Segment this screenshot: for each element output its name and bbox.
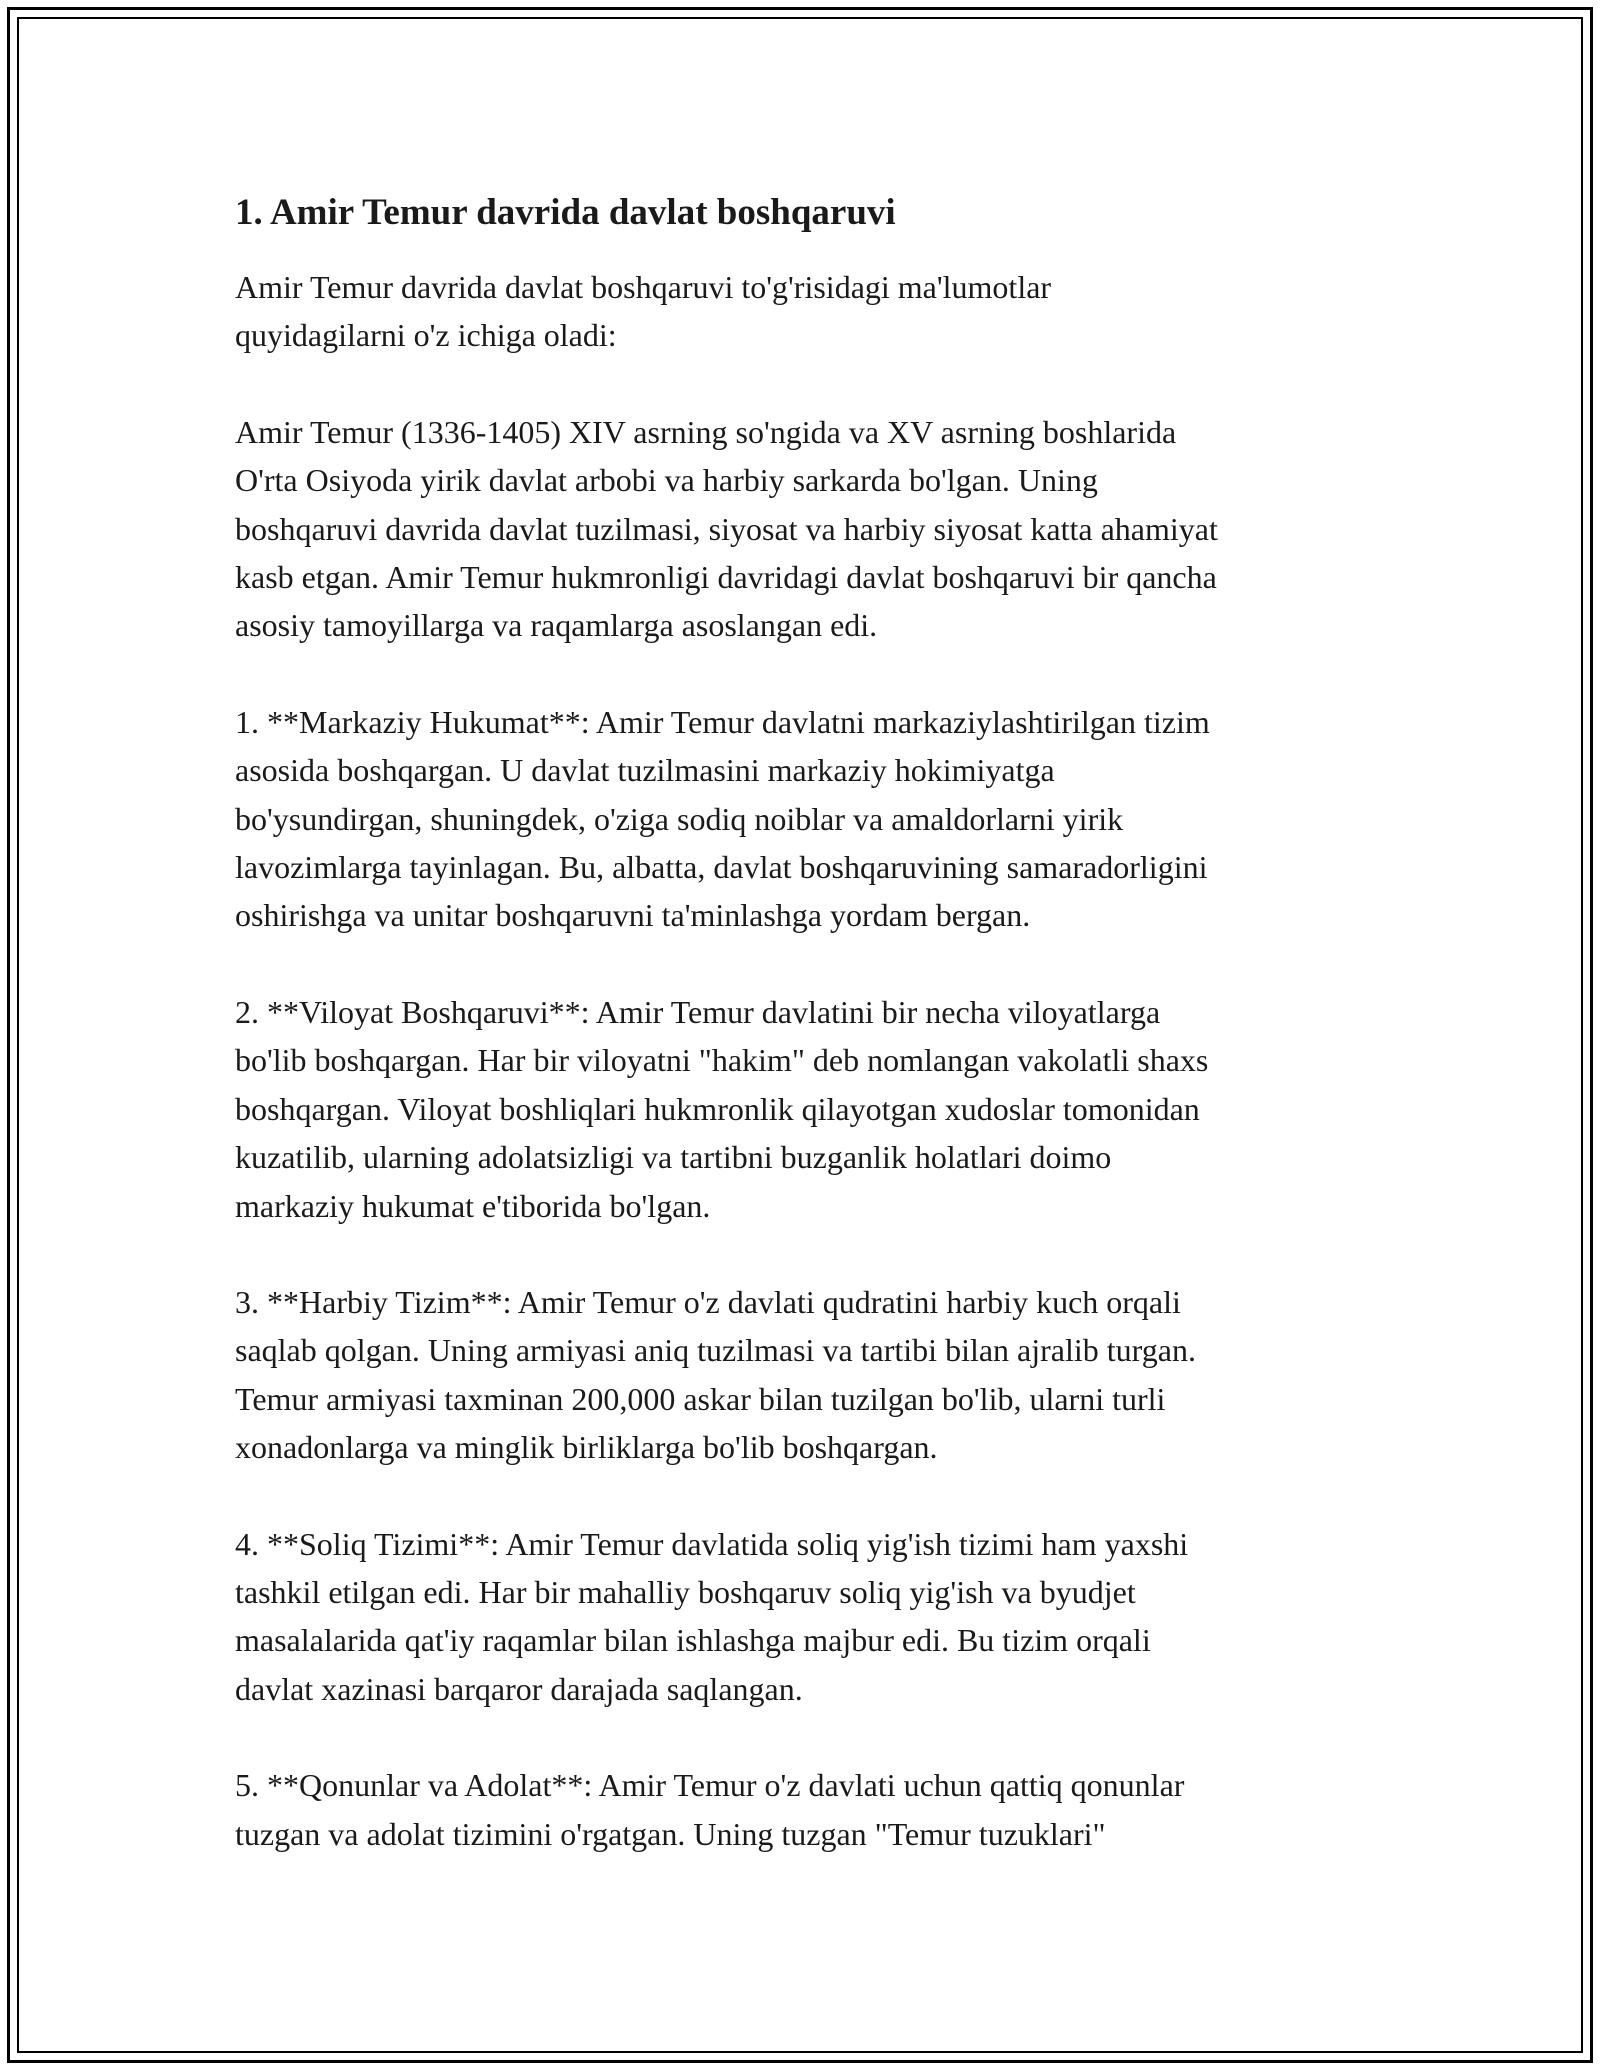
provincial-administration-paragraph: 2. **Viloyat Boshqaruvi**: Amir Temur davlatini bir necha viloyatlarga bo'lib boshqargan. Har bir viloyatni "hakim" deb nomlangan vakolatli shaxs boshqargan. Viloyat boshliqlari hukmronlik qilayotgan xudoslar tomonidan kuzatilib, ularning adolatsizligi va tartibni buzganlik holatlari doimo markaziy hukumat e'tiborida bo'lgan. <box>235 993 1209 1224</box>
document-body <box>235 185 1375 1906</box>
background-paragraph: Amir Temur (1336-1405) XIV asrning so'ngida va XV asrning boshlarida O'rta Osiyoda yirik davlat arbobi va harbiy sarkarda bo'lgan. Uning boshqaruvi davrida davlat tuzilmasi, siyosat va harbiy siyosat katta ahamiyat kasb etgan. Amir Temur hukmronligi davridagi davlat boshqaruvi bir qancha asosiy tamoyillarga va raqamlarga asoslangan edi. <box>235 413 1218 644</box>
central-government-paragraph: 1. **Markaziy Hukumat**: Amir Temur davlatni markaziylashtirilgan tizim asosida boshqargan. U davlat tuzilmasini markaziy hokimiyatga bo'ysundirgan, shuningdek, o'ziga sodiq noiblar va amaldorlarni yirik lavozimlarga tayinlagan. Bu, albatta, davlat boshqaruvining samaradorligini oshirishga va unitar boshqaruvni ta'minlashga yordam bergan. <box>235 703 1210 934</box>
laws-justice-paragraph: 5. **Qonunlar va Adolat**: Amir Temur o'z davlati uchun qattiq qonunlar tuzgan va adolat tizimini o'rgatgan. Uning tuzgan "Temur tuzuklari" <box>235 1767 1185 1852</box>
intro-paragraph: Amir Temur davrida davlat boshqaruvi to'g'risidagi ma'lumotlar quyidagilarni o'z ichiga oladi: <box>235 269 1052 354</box>
tax-system-paragraph: 4. **Soliq Tizimi**: Amir Temur davlatida soliq yig'ish tizimi ham yaxshi tashkil etilgan edi. Har bir mahalliy boshqaruv soliq yig'ish va byudjet masalalarida qat'iy raqamlar bilan ishlashga majbur edi. Bu tizim orqali davlat xazinasi barqaror darajada saqlangan. <box>235 1525 1189 1707</box>
military-system-paragraph: 3. **Harbiy Tizim**: Amir Temur o'z davlati qudratini harbiy kuch orqali saqlab qolgan. Uning armiyasi aniq tuzilmasi va tartibi bilan ajralib turgan. Temur armiyasi taxminan 200,000 askar bilan tuzilgan bo'lib, ularni turli xonadonlarga va minglik birliklarga bo'lib boshqargan. <box>235 1283 1196 1466</box>
document-title: 1. Amir Temur davrida davlat boshqaruvi <box>235 192 896 233</box>
